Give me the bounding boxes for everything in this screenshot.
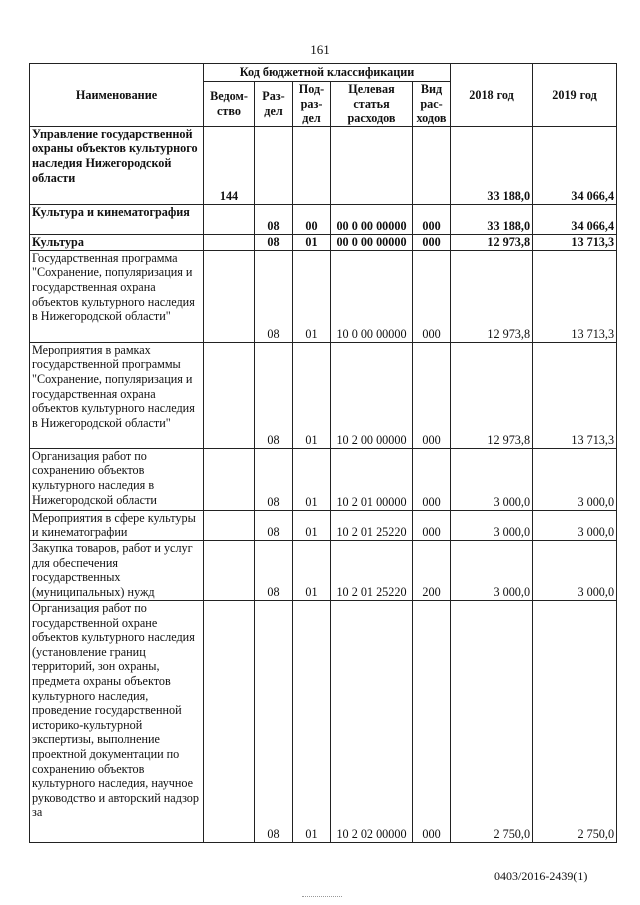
row-expense-type: 000 <box>413 234 451 250</box>
row-podrazdel: 00 <box>293 204 331 234</box>
row-podrazdel <box>293 126 331 204</box>
row-amount-2019: 3 000,0 <box>533 448 617 510</box>
header-budget-code-group: Код бюджетной классификации <box>204 64 451 82</box>
row-razdel: 08 <box>255 448 293 510</box>
row-target-article: 10 2 00 00000 <box>331 342 413 448</box>
row-name: Организация работ по государственной охране объектов культурного наследия (установление границ территорий, зон охраны, предмета охраны объектов культурного наследия, проведение государственной историко-культурной экспертизы, выполнение проектной документации по сохранению объектов культурного наследия, научное руководство и авторский надзор за <box>30 600 204 842</box>
row-name: Закупка товаров, работ и услуг для обеспечения государственных (муниципальных) нужд <box>30 540 204 600</box>
table-row <box>30 342 617 448</box>
row-vedomstvo <box>204 204 255 234</box>
row-razdel <box>255 126 293 204</box>
row-amount-2019: 34 066,4 <box>533 204 617 234</box>
row-amount-2019: 2 750,0 <box>533 600 617 842</box>
row-name: Управление государственной охраны объектов культурного наследия Нижегородской области <box>30 126 204 204</box>
row-amount-2018: 3 000,0 <box>451 510 533 540</box>
header-podrazdel: Под-раз-дел <box>293 82 331 127</box>
row-expense-type: 200 <box>413 540 451 600</box>
row-razdel: 08 <box>255 234 293 250</box>
row-target-article: 10 2 01 00000 <box>331 448 413 510</box>
table-row <box>30 600 617 842</box>
row-name: Мероприятия в сфере культуры и кинематографии <box>30 510 204 540</box>
header-target-article: Целевая статья расходов <box>331 82 413 127</box>
row-amount-2019: 13 713,3 <box>533 342 617 448</box>
row-expense-type: 000 <box>413 250 451 342</box>
row-podrazdel: 01 <box>293 234 331 250</box>
row-podrazdel: 01 <box>293 448 331 510</box>
row-expense-type: 000 <box>413 448 451 510</box>
row-vedomstvo <box>204 342 255 448</box>
row-razdel: 08 <box>255 540 293 600</box>
table-row <box>30 250 617 342</box>
table-row <box>30 204 617 234</box>
row-vedomstvo <box>204 540 255 600</box>
row-podrazdel: 01 <box>293 600 331 842</box>
row-target-article: 10 2 01 25220 <box>331 540 413 600</box>
row-razdel: 08 <box>255 250 293 342</box>
row-razdel: 08 <box>255 342 293 448</box>
table-row <box>30 448 617 510</box>
row-expense-type <box>413 126 451 204</box>
header-2019: 2019 год <box>533 64 617 127</box>
table-row <box>30 234 617 250</box>
header-expense-type: Вид рас-ходов <box>413 82 451 127</box>
row-target-article: 00 0 00 00000 <box>331 234 413 250</box>
table-row <box>30 126 617 204</box>
page-number: 161 <box>310 42 330 57</box>
row-vedomstvo <box>204 234 255 250</box>
row-amount-2018: 12 973,8 <box>451 250 533 342</box>
row-amount-2019: 3 000,0 <box>533 510 617 540</box>
document-code: 0403/2016-2439(1) <box>494 869 588 883</box>
row-vedomstvo <box>204 600 255 842</box>
row-amount-2019: 34 066,4 <box>533 126 617 204</box>
row-vedomstvo <box>204 250 255 342</box>
row-name: Культура <box>30 234 204 250</box>
row-expense-type: 000 <box>413 600 451 842</box>
row-amount-2018: 3 000,0 <box>451 540 533 600</box>
row-amount-2018: 12 973,8 <box>451 234 533 250</box>
header-2018: 2018 год <box>451 64 533 127</box>
row-target-article <box>331 126 413 204</box>
header-name: Наименование <box>30 64 204 127</box>
row-vedomstvo <box>204 448 255 510</box>
row-target-article: 00 0 00 00000 <box>331 204 413 234</box>
row-amount-2018: 3 000,0 <box>451 448 533 510</box>
row-amount-2018: 33 188,0 <box>451 126 533 204</box>
row-target-article: 10 2 01 25220 <box>331 510 413 540</box>
row-vedomstvo <box>204 510 255 540</box>
row-vedomstvo: 144 <box>204 126 255 204</box>
row-amount-2018: 2 750,0 <box>451 600 533 842</box>
row-expense-type: 000 <box>413 510 451 540</box>
row-razdel: 08 <box>255 600 293 842</box>
row-name: Мероприятия в рамках государственной программы "Сохранение, популяризация и государственная охрана объектов культурного наследия в Нижегородской области" <box>30 342 204 448</box>
header-vedomstvo: Ведом-ство <box>204 82 255 127</box>
row-podrazdel: 01 <box>293 342 331 448</box>
row-podrazdel: 01 <box>293 510 331 540</box>
budget-table <box>29 63 617 843</box>
row-amount-2018: 12 973,8 <box>451 342 533 448</box>
row-name: Государственная программа "Сохранение, популяризация и государственная охрана объектов культурного наследия в Нижегородской области" <box>30 250 204 342</box>
row-amount-2019: 3 000,0 <box>533 540 617 600</box>
row-amount-2018: 33 188,0 <box>451 204 533 234</box>
row-expense-type: 000 <box>413 204 451 234</box>
table-row <box>30 510 617 540</box>
header-razdel: Раз-дел <box>255 82 293 127</box>
table-row <box>30 540 617 600</box>
row-razdel: 08 <box>255 204 293 234</box>
row-target-article: 10 2 02 00000 <box>331 600 413 842</box>
row-amount-2019: 13 713,3 <box>533 234 617 250</box>
row-podrazdel: 01 <box>293 250 331 342</box>
row-target-article: 10 0 00 00000 <box>331 250 413 342</box>
row-name: Культура и кинематография <box>30 204 204 234</box>
row-expense-type: 000 <box>413 342 451 448</box>
row-podrazdel: 01 <box>293 540 331 600</box>
bottom-mark <box>302 896 342 897</box>
row-name: Организация работ по сохранению объектов культурного наследия в Нижегородской области <box>30 448 204 510</box>
row-razdel: 08 <box>255 510 293 540</box>
row-amount-2019: 13 713,3 <box>533 250 617 342</box>
